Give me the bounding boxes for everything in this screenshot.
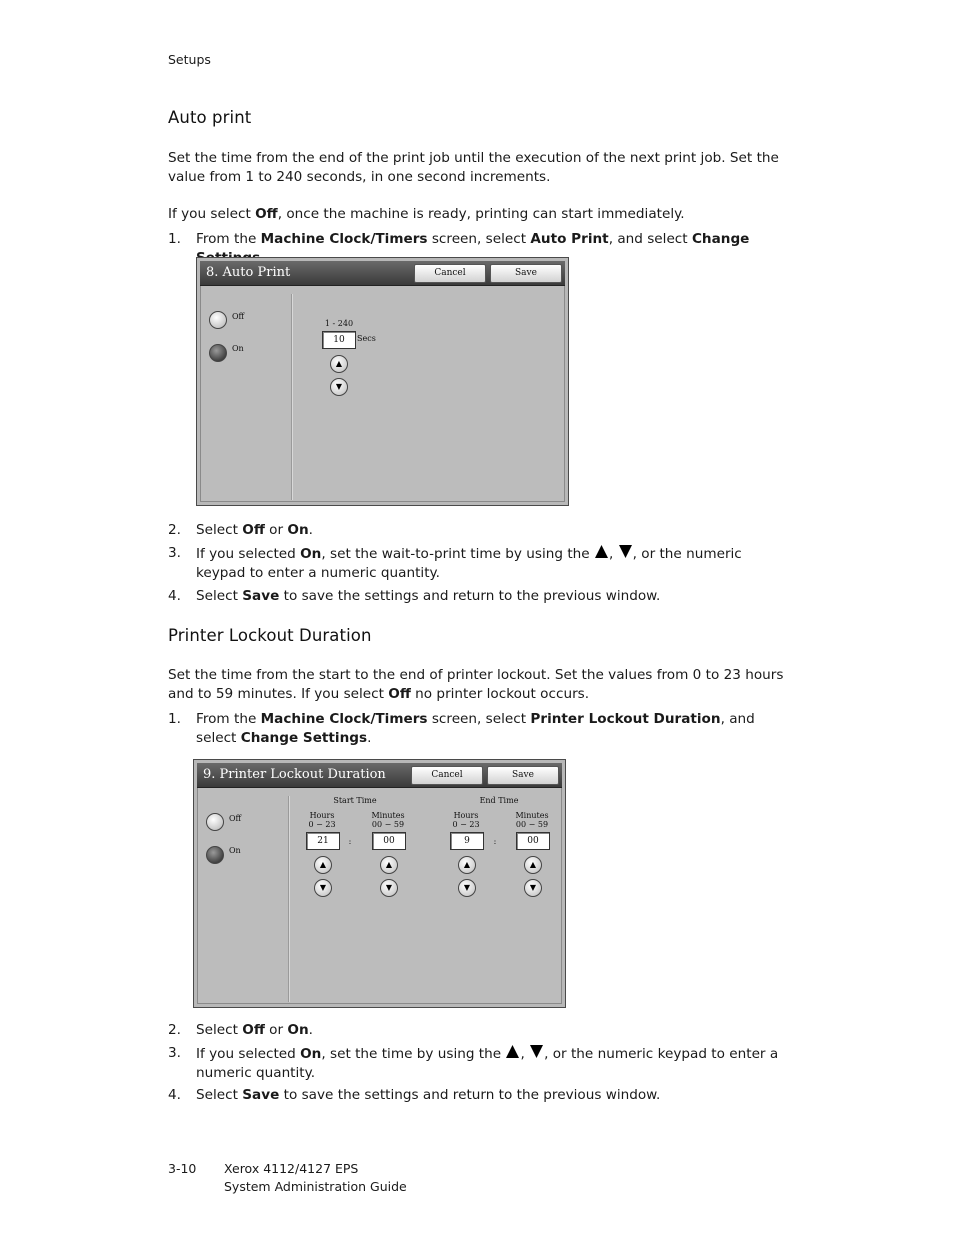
- screen-titlebar: [197, 763, 562, 788]
- up-arrow-icon: [594, 544, 609, 559]
- decrease-arrow-icon[interactable]: ▼: [330, 378, 348, 396]
- decrease-arrow-icon[interactable]: ▼: [524, 879, 542, 897]
- auto-print-description: Set the time from the end of the print job until the execution of the next print job. Set the value from 1 to 240 seconds, in one second increments.: [168, 150, 779, 185]
- page-number: 3-10: [168, 1161, 197, 1176]
- start-minutes-label: Minutes: [371, 811, 405, 820]
- down-arrow-icon: [529, 1044, 544, 1059]
- off-label: Off: [229, 814, 242, 823]
- end-time-label: End Time: [479, 796, 519, 805]
- save-button[interactable]: Save: [487, 766, 559, 785]
- start-hours-input[interactable]: 21: [306, 832, 340, 850]
- start-hours-label: Hours: [309, 811, 335, 820]
- list-item: 3. If you selected On, set the time by using the , , or the numeric keypad to enter a numeric quantity.: [168, 1045, 779, 1081]
- down-arrow-icon: [618, 544, 633, 559]
- end-hours-range: 0 − 23: [452, 820, 480, 829]
- on-label: On: [229, 846, 241, 855]
- panel-divider: [288, 796, 289, 1002]
- auto-print-screen: [196, 257, 569, 506]
- footer-product: Xerox 4112/4127 EPS: [224, 1161, 359, 1176]
- end-hours-label: Hours: [453, 811, 479, 820]
- printer-lockout-screen: [193, 759, 566, 1008]
- list-item: 3. If you selected On, set the wait-to-print time by using the , , or the numeric keypad to enter a numeric quantity.: [168, 545, 742, 581]
- up-arrow-icon: [505, 1044, 520, 1059]
- decrease-arrow-icon[interactable]: ▼: [314, 879, 332, 897]
- screen-title: 9. Printer Lockout Duration: [203, 767, 386, 782]
- time-colon: :: [348, 837, 352, 846]
- decrease-arrow-icon[interactable]: ▼: [380, 879, 398, 897]
- screen-title: 8. Auto Print: [206, 265, 291, 280]
- time-colon: :: [493, 837, 497, 846]
- start-minutes-input[interactable]: 00: [372, 832, 406, 850]
- off-label: Off: [232, 312, 245, 321]
- end-minutes-range: 00 − 59: [515, 820, 549, 829]
- list-item: 2. Select Off or On.: [168, 1022, 313, 1038]
- increase-arrow-icon[interactable]: ▲: [330, 355, 348, 373]
- on-label: On: [232, 344, 244, 353]
- increase-arrow-icon[interactable]: ▲: [524, 856, 542, 874]
- printer-lockout-description: Set the time from the start to the end of printer lockout. Set the values from 0 to 23 hours and to 59 minutes. If you select Off no printer lockout occurs.: [168, 667, 784, 702]
- list-item: 1. From the Machine Clock/Timers screen, select Auto Print, and select Change: [168, 231, 750, 247]
- off-radio[interactable]: [209, 311, 227, 329]
- on-radio[interactable]: [209, 344, 227, 362]
- panel-divider: [291, 294, 292, 500]
- on-radio[interactable]: [206, 846, 224, 864]
- save-button[interactable]: Save: [490, 264, 562, 283]
- section-heading-auto-print: Auto print: [168, 108, 252, 127]
- off-radio[interactable]: [206, 813, 224, 831]
- section-heading-printer-lockout: Printer Lockout Duration: [168, 626, 372, 645]
- decrease-arrow-icon[interactable]: ▼: [458, 879, 476, 897]
- seconds-unit: Secs: [357, 334, 376, 343]
- end-hours-input[interactable]: 9: [450, 832, 484, 850]
- increase-arrow-icon[interactable]: ▲: [314, 856, 332, 874]
- list-item: 4. Select Save to save the settings and return to the previous window.: [168, 588, 661, 604]
- range-label: 1 - 240: [324, 319, 354, 328]
- running-head: Setups: [168, 52, 211, 67]
- list-item: 4. Select Save to save the settings and return to the previous window.: [168, 1087, 661, 1103]
- end-minutes-input[interactable]: 00: [516, 832, 550, 850]
- list-item: 2. Select Off or On.: [168, 522, 313, 538]
- start-hours-range: 0 − 23: [308, 820, 336, 829]
- end-minutes-label: Minutes: [515, 811, 549, 820]
- cancel-button[interactable]: Cancel: [414, 264, 486, 283]
- seconds-input[interactable]: 10: [322, 331, 356, 349]
- cancel-button[interactable]: Cancel: [411, 766, 483, 785]
- footer-guide-title: System Administration Guide: [224, 1179, 407, 1194]
- increase-arrow-icon[interactable]: ▲: [380, 856, 398, 874]
- start-minutes-range: 00 − 59: [371, 820, 405, 829]
- increase-arrow-icon[interactable]: ▲: [458, 856, 476, 874]
- auto-print-off-note: If you select Off, once the machine is ready, printing can start immediately.: [168, 206, 685, 222]
- start-time-label: Start Time: [333, 796, 377, 805]
- list-item: 1. From the Machine Clock/Timers screen, select Printer Lockout Duration, and select Change Settings.: [168, 711, 755, 746]
- screen-titlebar: [200, 261, 565, 286]
